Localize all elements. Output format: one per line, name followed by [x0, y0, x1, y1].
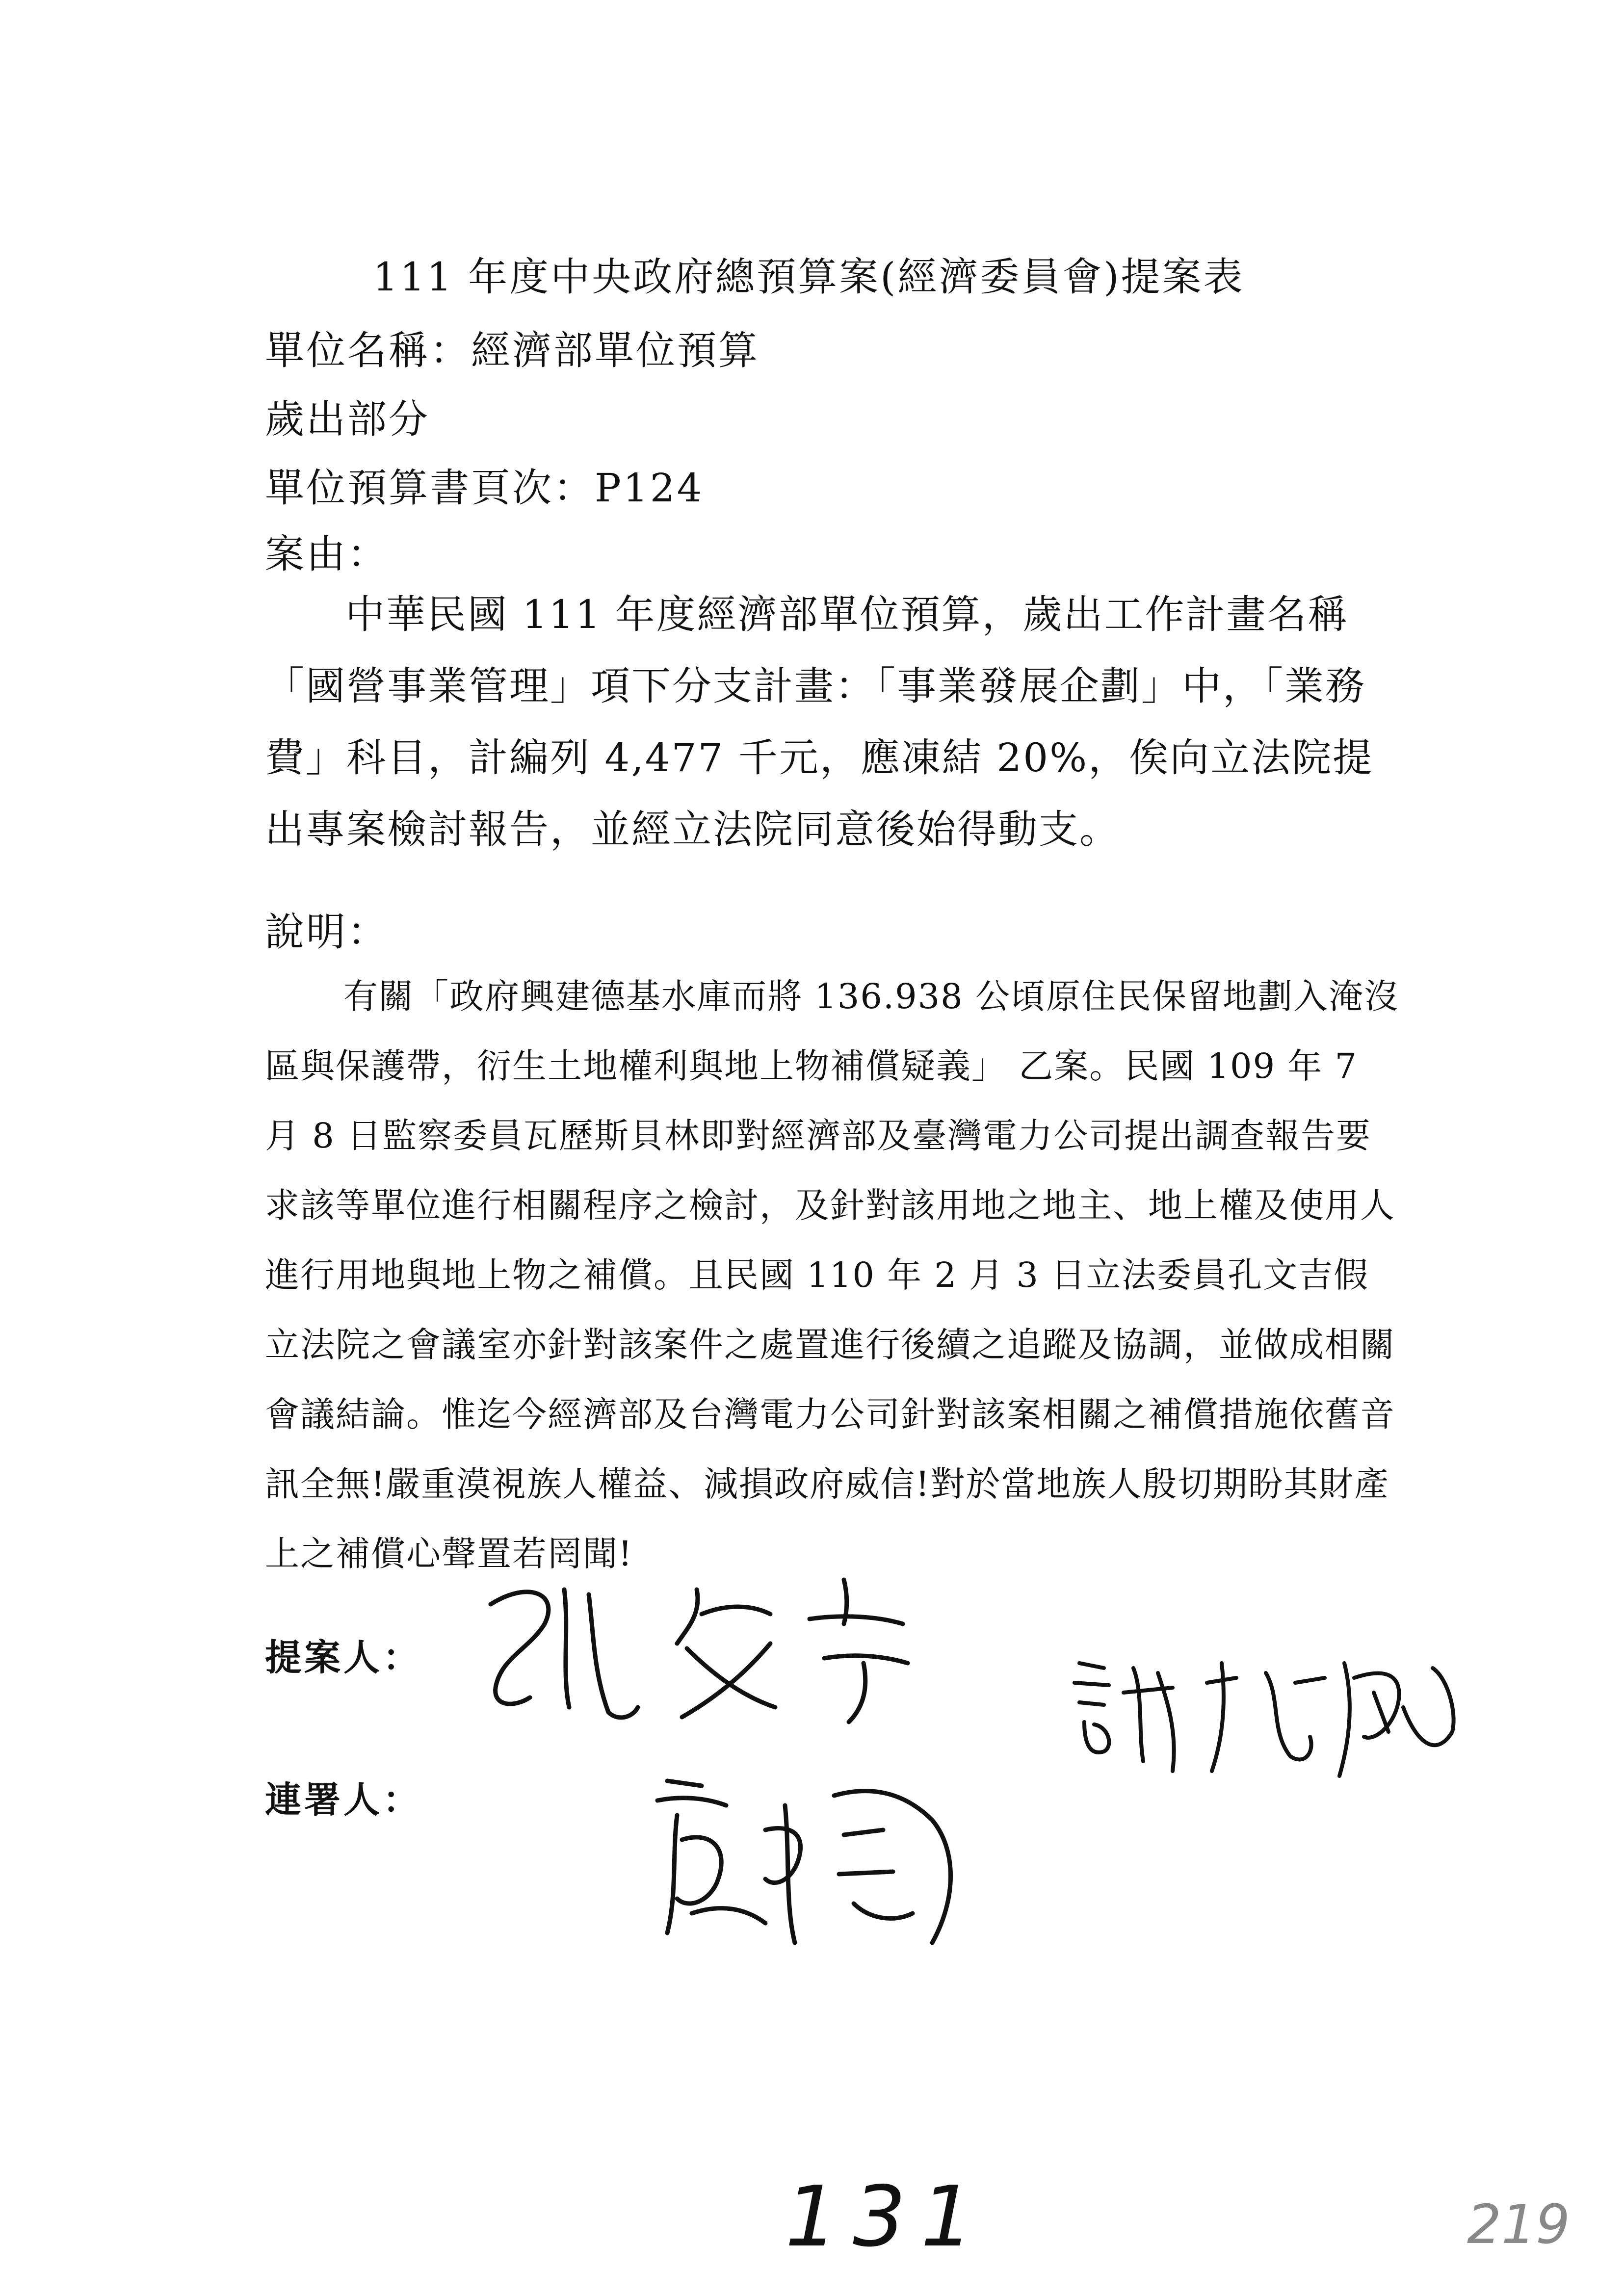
explanation-text: 有關「政府興建德基水庫而將 136.938 公頃原住民保留地劃入淹沒區與保護帶，衍生土地權利與地上物補償疑義」 乙案。民國 109 年 7 月 8 日監察委員瓦歷斯貝林即對經濟部及臺灣電力公司提出調查報告要求該等單位進行相關程序之檢討，及針對該用地之地主、地上權及使用人進行用地與地上物之補償。且民國 110 年 2 月 3 日立法委員孔文吉假立法院之會議室亦針對該案件之處置進行後續之追蹤及協調，並做成相關會議結論。惟迄今經濟部及台灣電力公司針對該案相關之補償措施依舊音訊全無!嚴重漠視族人權益、減損政府威信!對於當地族人殷切期盼其財產上之補償心聲置若罔聞! — [265, 976, 1399, 1574]
unit-name: 單位名稱：經濟部單位預算 — [265, 328, 760, 373]
reason-text: 中華民國 111 年度經濟部單位預算，歲出工作計畫名稱「國營事業管理」項下分支計畫：「事業發展企劃」中，「業務費」科目，計編列 4,477 千元，應凍結 20%，俟向立法院提出專案檢討報告，並經立法院同意後始得動支。 — [265, 592, 1374, 852]
cosigner-1-signature — [1060, 1634, 1462, 1791]
explanation-label: 說明： — [265, 909, 389, 955]
archive-number: 219 — [1467, 2193, 1570, 2256]
cosigner-2-signature — [638, 1756, 991, 1962]
proposer-label: 提案人： — [265, 1637, 422, 1679]
cosigner-label: 連署人： — [265, 1779, 422, 1821]
explanation-paragraph — [265, 962, 1403, 1589]
section-label: 歲出部分 — [265, 396, 430, 442]
page-number: 131 — [785, 2168, 989, 2266]
reason-label: 案由： — [265, 531, 389, 577]
budget-page-ref: 單位預算書頁次：P124 — [265, 465, 704, 511]
reason-paragraph — [265, 579, 1403, 865]
proposer-signature — [471, 1560, 942, 1737]
document-title: 111 年度中央政府總預算案(經濟委員會)提案表 — [373, 254, 1245, 300]
